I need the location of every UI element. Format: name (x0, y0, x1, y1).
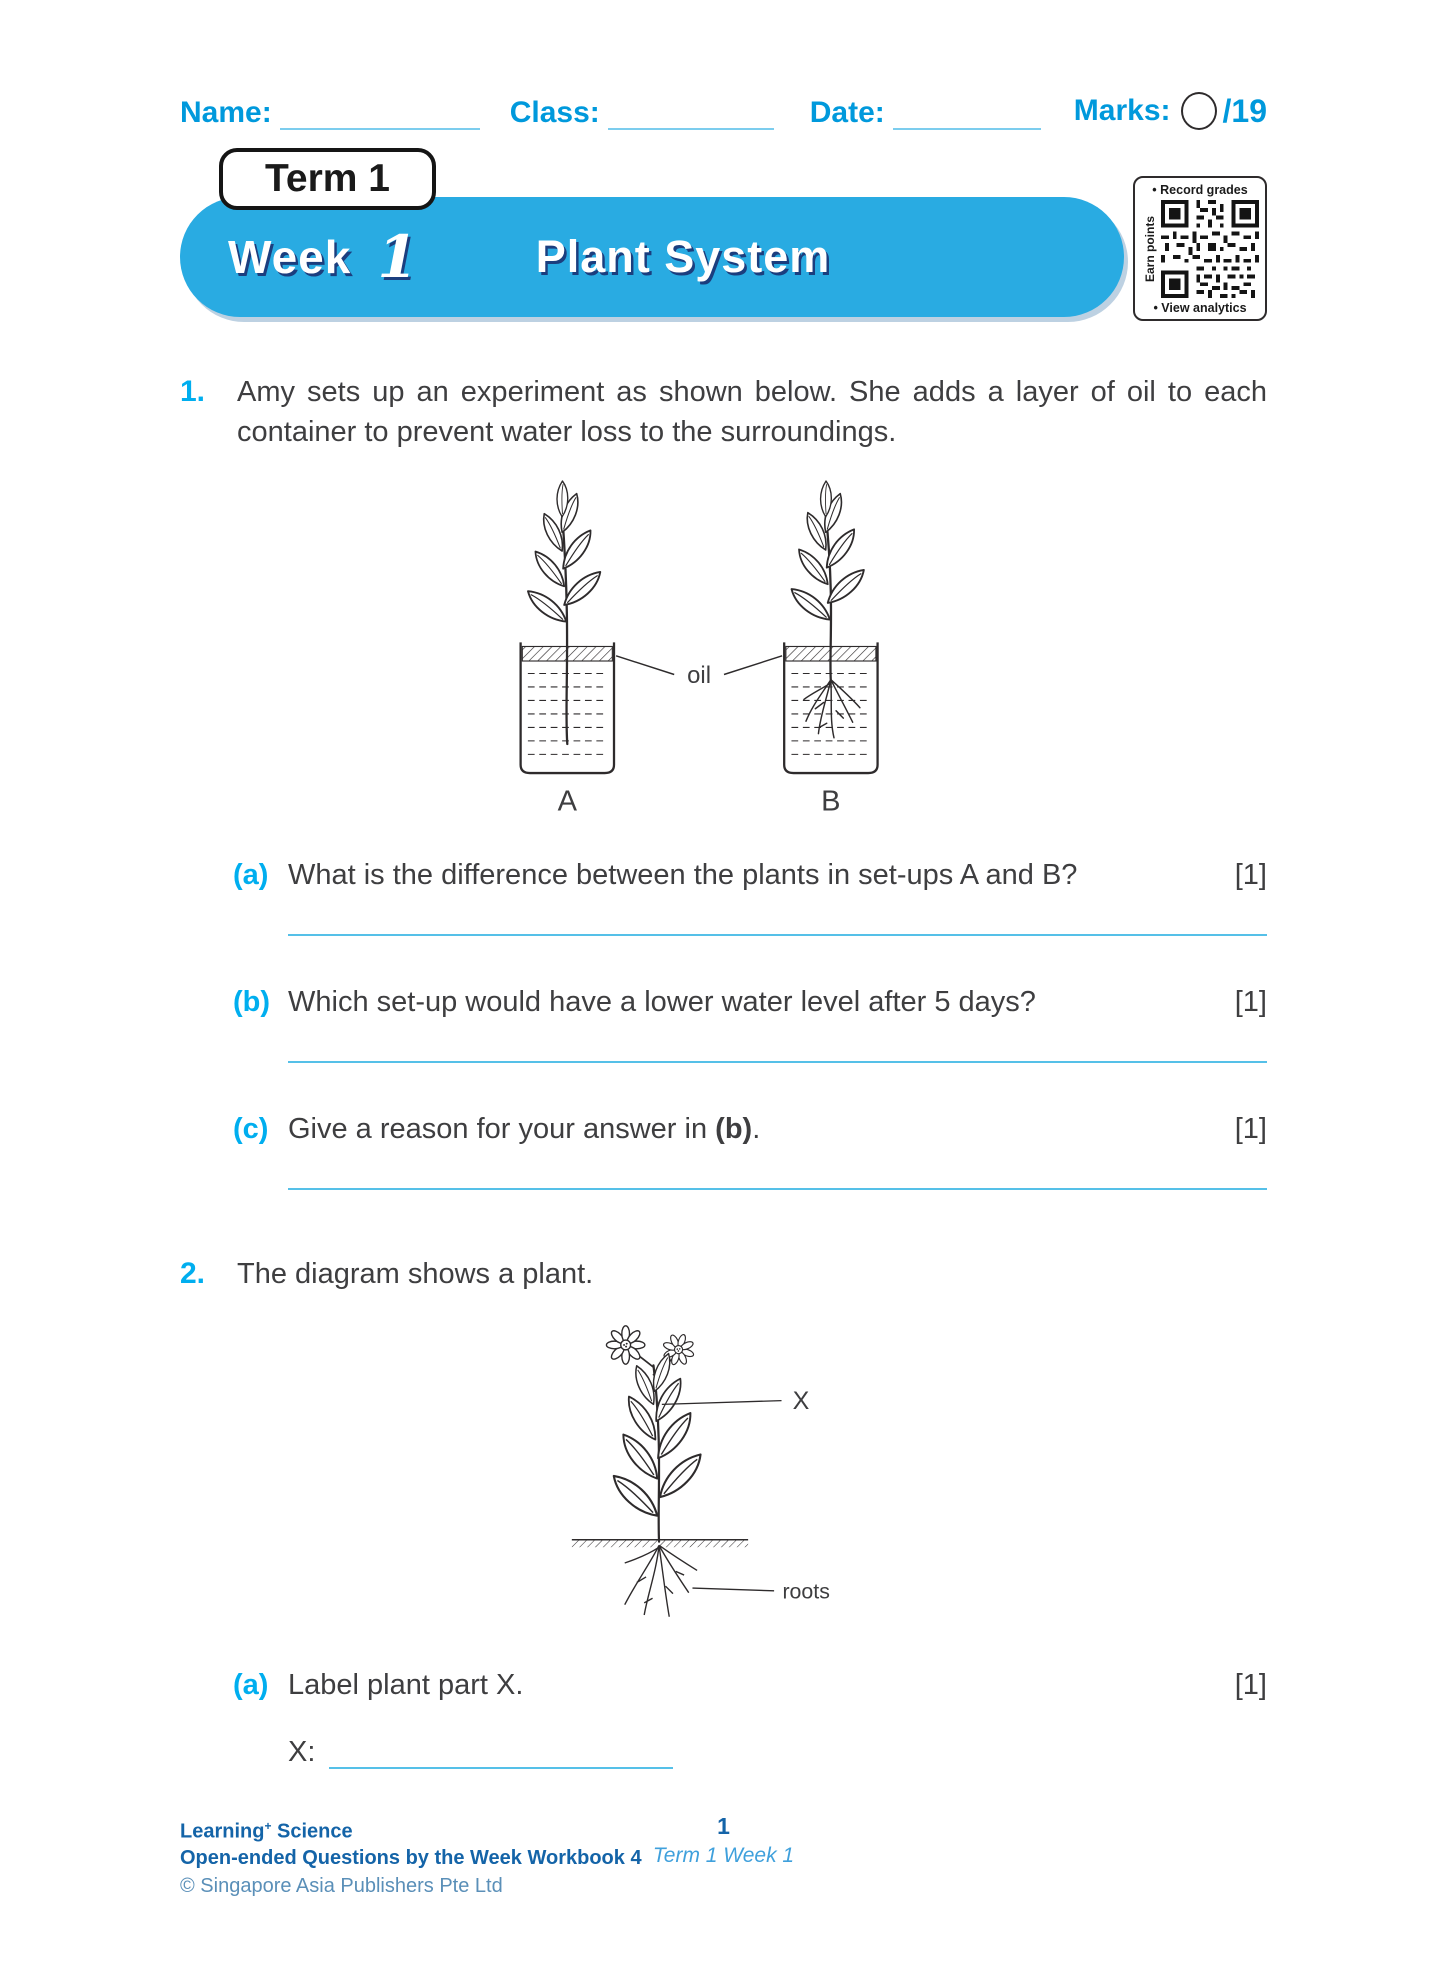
answer-line-q1b[interactable] (288, 1061, 1267, 1063)
page-number: 1 (717, 1813, 730, 1840)
question-2-text: The diagram shows a plant. (237, 1258, 594, 1291)
week-banner (180, 197, 1124, 317)
class-field (510, 96, 774, 130)
date-blank-line[interactable] (893, 100, 1041, 130)
term-label: Term 1 (265, 157, 390, 200)
question-1-text: Amy sets up an experiment as shown below. She adds a layer of oil to each container to prevent water loss to the surroundings. (237, 376, 1267, 449)
part-letter: (a) (233, 859, 269, 892)
date-label: Date: (809, 96, 885, 129)
question-2a (233, 1669, 1267, 1702)
class-blank-line[interactable] (608, 100, 774, 130)
question-1-number: 1. (180, 375, 206, 408)
answer-line-q1a[interactable] (288, 934, 1267, 936)
footer-imprint (180, 1813, 653, 1899)
roots-label: roots (781, 1579, 830, 1604)
qr-earn-points-label: Earn points (1143, 216, 1157, 283)
beaker-diagram (454, 468, 994, 826)
footer-series: Open-ended Questions by the Week Workbook 4 (180, 1846, 642, 1869)
setup-a-label: A (557, 785, 577, 818)
qr-view-analytics-label: • View analytics (1153, 301, 1247, 315)
qr-code-icon (1161, 200, 1259, 298)
marks-score-circle[interactable] (1181, 92, 1217, 130)
oil-label: oil (686, 661, 711, 689)
term-tab (219, 148, 436, 210)
part-text: What is the difference between the plants in set-ups A and B? (288, 859, 1078, 892)
name-blank-line[interactable] (280, 100, 480, 130)
roots-b (803, 680, 859, 738)
week-number: 1 (377, 223, 418, 291)
bold-ref: (b) (715, 1113, 753, 1146)
part-text: Which set-up would have a lower water level after 5 days? (288, 986, 1036, 1019)
page-footer (180, 1813, 1267, 1899)
footer-brand: Learning+ Science (180, 1819, 353, 1843)
setup-b-label: B (820, 785, 841, 818)
footer-page-info (653, 1813, 794, 1868)
part-letter: (c) (233, 1113, 269, 1146)
part-marks: [1] (1234, 1113, 1267, 1146)
marks-label: Marks: (1073, 94, 1171, 127)
week-title: Plant System (535, 231, 831, 282)
qr-record-grades-label: • Record grades (1152, 183, 1248, 197)
qr-panel (1133, 176, 1267, 321)
part-text: Label plant part X. (288, 1669, 524, 1702)
experiment-diagram (180, 468, 1267, 831)
x-part-label: X (792, 1387, 809, 1416)
question-1 (180, 372, 1267, 452)
plant-b (786, 481, 870, 738)
question-1c (233, 1113, 1267, 1146)
part-marks: [1] (1234, 1669, 1267, 1702)
class-label: Class: (509, 96, 600, 129)
question-2 (180, 1254, 1267, 1294)
part-letter: (a) (233, 1669, 269, 1702)
name-label: Name: (180, 96, 272, 129)
x-answer-label: X: (288, 1736, 316, 1769)
answer-line-q1c[interactable] (288, 1188, 1267, 1190)
question-1a (233, 859, 1267, 892)
part-marks: [1] (1234, 986, 1267, 1019)
plant-a (522, 481, 606, 744)
date-field (810, 96, 1041, 130)
part-marks: [1] (1234, 859, 1267, 892)
week-banner-area (180, 148, 1267, 320)
plant-roots (624, 1545, 696, 1616)
question-2-number: 2. (180, 1257, 206, 1291)
footer-copyright: © Singapore Asia Publishers Pte Ltd (180, 1874, 503, 1897)
marks-field (1074, 92, 1267, 130)
page-reference: Term 1 Week 1 (652, 1844, 795, 1868)
question-1b (233, 986, 1267, 1019)
marks-total: /19 (1222, 92, 1267, 129)
part-letter: (b) (233, 986, 271, 1019)
part-text: Give a reason for your answer in (b). (288, 1113, 761, 1146)
x-answer-row (288, 1736, 1267, 1769)
plant-diagram (529, 1306, 919, 1640)
week-word: Week (228, 231, 352, 283)
name-field (180, 96, 480, 130)
answer-line-q2a[interactable] (329, 1740, 673, 1769)
header (180, 92, 1267, 130)
plant-diagram-wrap (180, 1306, 1267, 1645)
